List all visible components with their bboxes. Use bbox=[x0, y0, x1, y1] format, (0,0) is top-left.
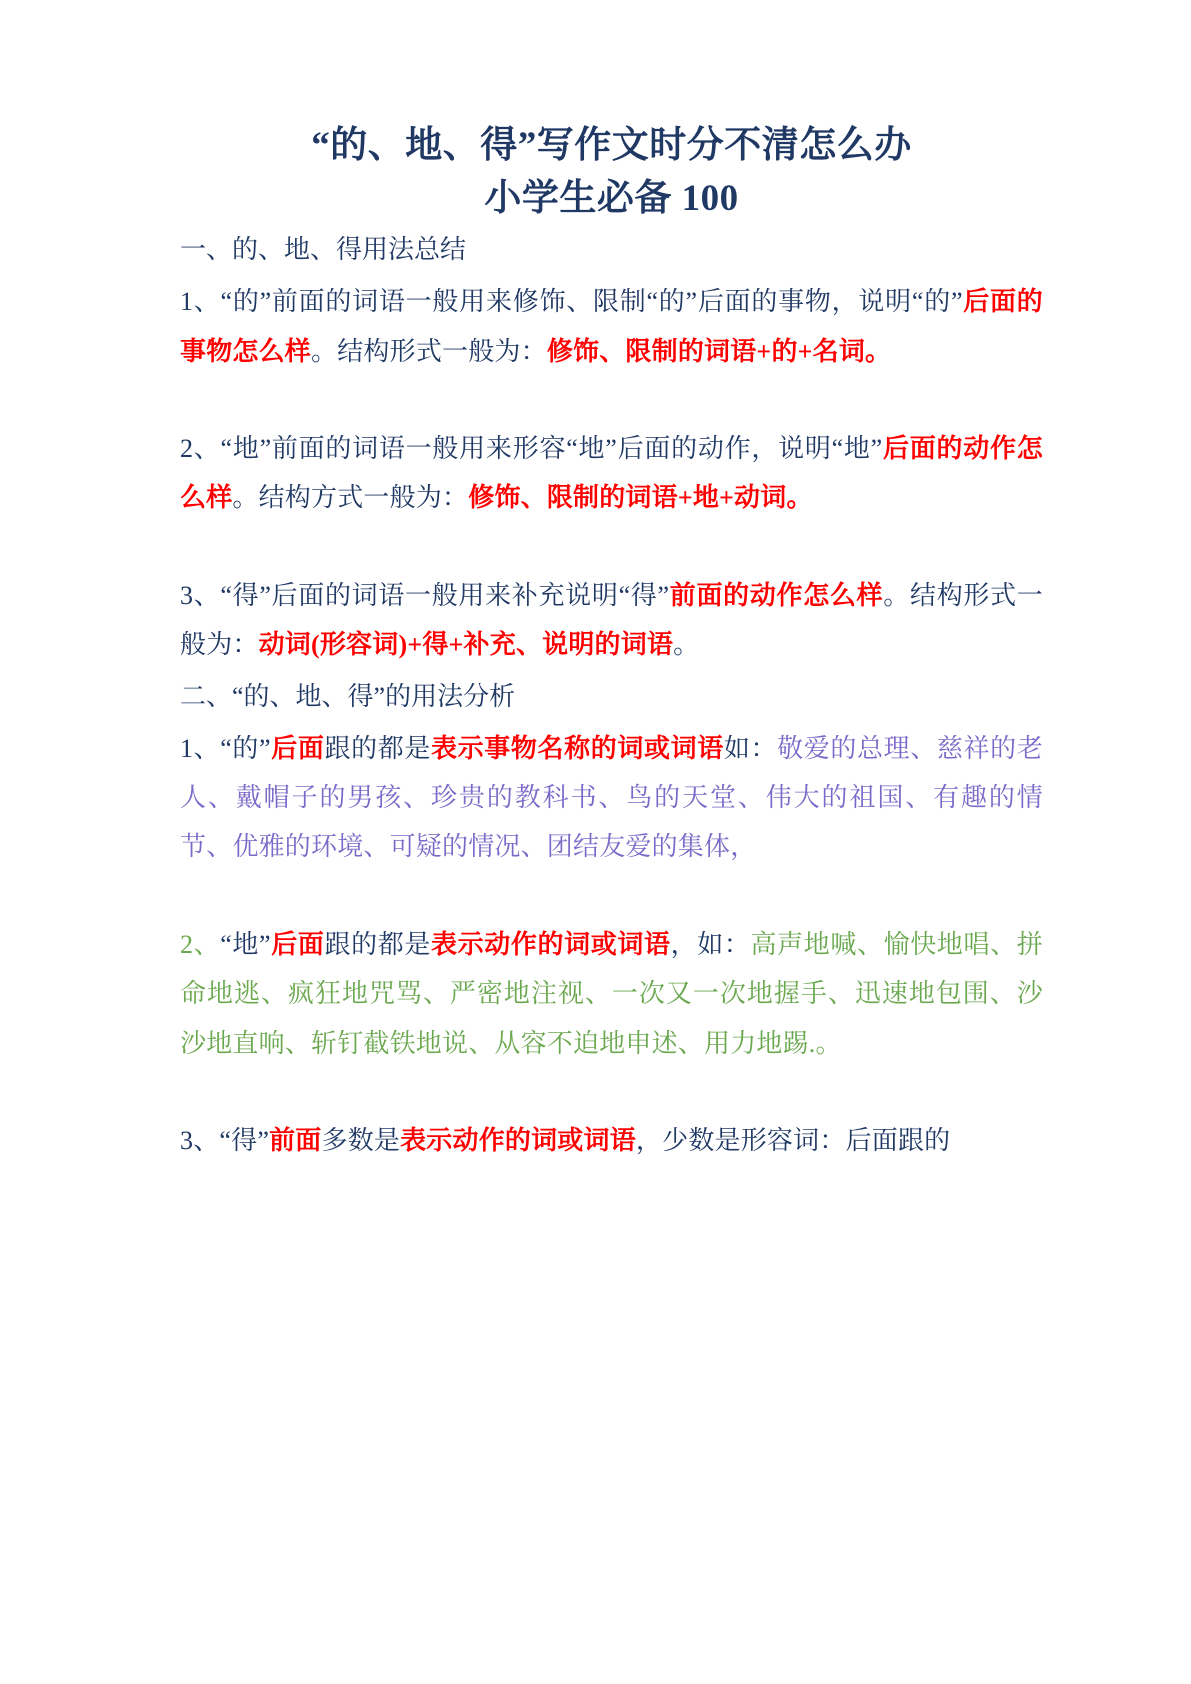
rule-item-3 bbox=[180, 571, 1043, 670]
analysis-3-red-2: 表示动作的词或词语 bbox=[400, 1125, 636, 1155]
rule-3-text-c: 。结 bbox=[883, 580, 937, 610]
analysis-2-red-1: 后面 bbox=[270, 929, 325, 959]
analysis-2-suffix: ，如： bbox=[670, 929, 751, 959]
analysis-1-mid: 跟的都是 bbox=[324, 733, 431, 763]
title-line-1: “的、地、得”写作文时分不清怎么办 bbox=[311, 125, 912, 166]
analysis-2-mid: 跟的都是 bbox=[324, 929, 432, 959]
analysis-1-suffix: 如： bbox=[723, 733, 778, 763]
rule-3-text-f: 。 bbox=[673, 630, 700, 660]
rule-2-text-d: 。结构方式一般为： bbox=[232, 483, 469, 513]
rule-item-2 bbox=[180, 424, 1043, 523]
analysis-2-examples: 高声地喊、愉快地唱、拼命地逃、疯狂地咒骂、严密地注视、一次又一次地握手、迅速地包围、沙沙地直响、斩钉截铁地说、从容不迫地申述、用力地踢.。 bbox=[180, 929, 1044, 1058]
analysis-2-number: 2、 bbox=[180, 929, 221, 959]
rule-1-text-a: 1、“的”前面的词语一般用来修饰、限制“的”后面的事物，说明“的” bbox=[180, 287, 963, 317]
analysis-3-mid: 多数是 bbox=[321, 1125, 401, 1155]
analysis-3-suffix: ，少数是形容词：后面跟的 bbox=[635, 1125, 951, 1155]
rule-item-1 bbox=[180, 277, 1043, 376]
rule-1-text-b: 后面的事物怎么样 bbox=[180, 287, 1043, 366]
rule-3-text-d: 构形式一般为： bbox=[180, 580, 1043, 660]
rule-3-text-b: 前面的动作怎么样 bbox=[669, 580, 884, 610]
rule-2-text-b: 后 bbox=[882, 433, 910, 463]
analysis-3-red-1: 前面 bbox=[269, 1125, 322, 1155]
rule-1-text-d: 修饰、限制的词语+的+名词。 bbox=[546, 336, 892, 366]
rule-1-text-c: 。结构形式一般为： bbox=[311, 336, 547, 366]
title-line-2: 小学生必备 100 bbox=[484, 177, 739, 219]
analysis-1-red-2: 表示事物名称的词或词语 bbox=[431, 733, 724, 763]
rule-2-text-e: 修饰、限制的词语+地+动词。 bbox=[468, 483, 813, 513]
analysis-1-examples: 敬爱的总理、慈祥的老人、戴帽子的男孩、珍贵的教科书、鸟的天堂、伟大的祖国、有趣的情节、优雅的环境、可疑的情况、团结友爱的集体， bbox=[180, 733, 1043, 862]
section-1-heading: 一、的、地、得用法总结 bbox=[180, 235, 467, 265]
section-2-heading: 二、“的、地、得”的用法分析 bbox=[180, 681, 516, 711]
rule-2-text-c: 面的动作怎么样 bbox=[180, 433, 1043, 513]
analysis-3-prefix: 3、“得” bbox=[180, 1125, 270, 1155]
analysis-item-3 bbox=[180, 1116, 1043, 1165]
analysis-item-1 bbox=[180, 724, 1043, 872]
analysis-2-prefix: “地” bbox=[220, 929, 271, 959]
analysis-2-red-2: 表示动作的词或词语 bbox=[431, 929, 671, 959]
page-title bbox=[180, 120, 1043, 225]
analysis-1-prefix: 1、“的” bbox=[180, 733, 271, 763]
analysis-1-red-1: 后面 bbox=[270, 733, 325, 763]
analysis-item-2 bbox=[180, 920, 1043, 1068]
rule-3-text-e: 动词(形容词)+得+补充、说明的词语 bbox=[258, 630, 674, 660]
rule-2-text-a: 2、“地”前面的词语一般用来形容“地”后面的动作，说明“地” bbox=[180, 433, 883, 463]
rule-3-text-a: 3、“得”后面的词语一般用来补充说明“得” bbox=[180, 580, 670, 610]
